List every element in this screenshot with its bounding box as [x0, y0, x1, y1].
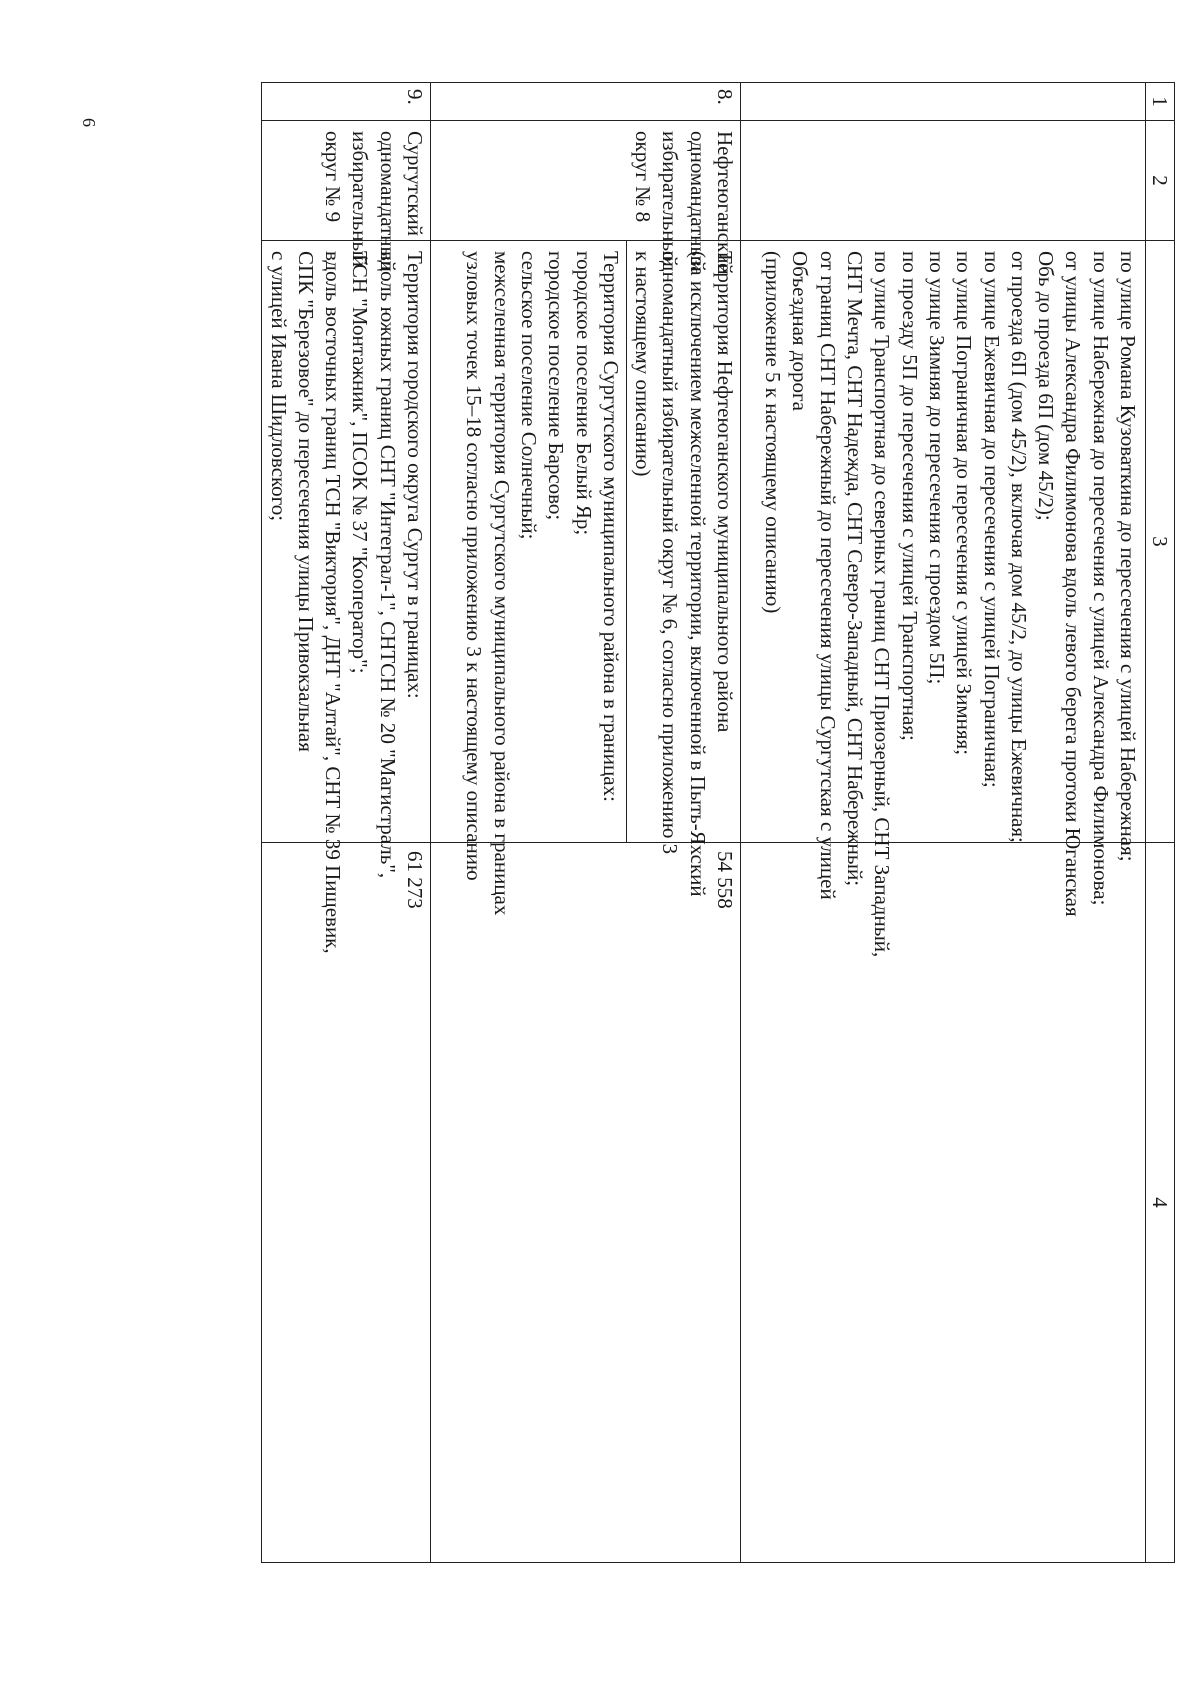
- description-line: вдоль южных границ СНТ "Интеграл-1", СНТСН № 20 "Магистраль",: [375, 251, 400, 879]
- description-line: СПК "Березовое" до пересечения улицы Привокзальная: [293, 251, 318, 752]
- districts-table: [261, 82, 1175, 1563]
- district-name-line: Сургутский: [403, 131, 427, 237]
- description-line: от проезда 6П (дом 45/2), включая дом 45/2, до улицы Ежевичная;: [1006, 251, 1031, 843]
- description-line: по проезду 5П до пересечения с улицей Транспортная;: [897, 251, 922, 741]
- description-line: к настоящему описанию): [631, 251, 656, 477]
- description-line: по улице Пограничная до пересечения с улицей Зимняя;: [952, 251, 977, 756]
- description-line: (за исключением межселенной территории, включенной в Пыть-Яхский: [685, 251, 710, 897]
- header-col-2: 2: [1146, 121, 1175, 241]
- description-line: Территория городского округа Сургут в границах:: [403, 251, 427, 699]
- description-line: по улице Романа Кузоваткина до пересечения с улицей Набережная;: [1116, 251, 1140, 862]
- description-line: ТСН "Монтажник", ПСОК № 37 "Кооператор";: [348, 251, 373, 674]
- description-line: по улице Ежевичная до пересечения с улицей Пограничная;: [979, 251, 1004, 788]
- description-line: СНТ Мечта, СНТ Надежда, СНТ Северо-Западный, СНТ Набережный;: [843, 251, 868, 887]
- description-line: городское поселение Белый Яр;: [571, 251, 596, 536]
- population-value: 61 273: [262, 843, 431, 1563]
- description-line: от улицы Александра Филимонова вдоль левого берега протоки Юганская: [1061, 251, 1086, 917]
- document-sheet: [113, 82, 1175, 1562]
- description-line: узловых точек 15–18 согласно приложению 3 к настоящему описанию: [462, 251, 487, 881]
- description-line: сельское поселение Солнечный;: [516, 251, 541, 540]
- description-line: вдоль восточных границ ТСН "Виктория", ДНТ "Алтай", СНТ № 39 Пищевик,: [321, 251, 346, 954]
- description-line: одномандатный избирательный округ № 6, согласно приложению 3: [658, 251, 683, 855]
- description-line: Территория Нефтеюганского муниципального района: [713, 251, 737, 733]
- table-row-district-8: [431, 83, 741, 1563]
- description-line: от границ СНТ Набережный до пересечения улицы Сургутская с улицей: [815, 251, 840, 900]
- district-name-line: округ № 8: [631, 131, 656, 223]
- description-line: (приложение 5 к настоящему описанию): [761, 251, 786, 614]
- description-line: Объездная дорога: [788, 251, 813, 411]
- district-name-line: избирательный: [348, 131, 373, 267]
- description-line: межселенная территория Сургутского муниципального района в границах: [489, 251, 514, 916]
- description-line: с улицей Ивана Шидловского;: [266, 251, 291, 522]
- row-number: 9.: [262, 83, 431, 121]
- district-name-line: избирательный: [658, 131, 683, 267]
- row-number-cell: [741, 83, 1146, 121]
- row-number: 8.: [431, 83, 741, 121]
- description-block: [460, 241, 627, 916]
- page-number: 6: [79, 118, 99, 127]
- population-value: 54 558: [431, 843, 741, 1563]
- description-line: Территория Сургутского муниципального района в границах:: [598, 251, 623, 802]
- description-line: Обь до проезда 6П (дом 45/2);: [1034, 251, 1059, 521]
- district-name-line: округ № 9: [321, 131, 346, 223]
- header-row: [1146, 83, 1175, 1563]
- description-line: по улице Зимняя до пересечения с проездом 5П;: [924, 251, 949, 685]
- district-name-line: одномандатный: [375, 131, 400, 272]
- description-cell: [741, 241, 1146, 958]
- header-col-3: 3: [1146, 241, 1175, 843]
- district-name-line: Нефтеюганский: [713, 131, 737, 275]
- table-row-district-9: [262, 83, 431, 1563]
- header-col-4: 4: [1146, 843, 1175, 1563]
- population-cell: [741, 843, 1146, 1563]
- district-name-cell: [431, 121, 741, 275]
- header-col-1: 1: [1146, 83, 1175, 121]
- district-name-cell: [262, 121, 431, 272]
- description-line: городское поселение Барсово;: [544, 251, 569, 521]
- table-row-continuation: [741, 83, 1146, 1563]
- description-line: по улице Транспортная до северных границ СНТ Приозерный, СНТ Западный,: [870, 251, 895, 958]
- district-name-line: одномандатный: [685, 131, 710, 272]
- description-line: по улице Набережная до пересечения с улицей Александра Филимонова;: [1088, 251, 1113, 906]
- district-name-cell: [741, 121, 1146, 241]
